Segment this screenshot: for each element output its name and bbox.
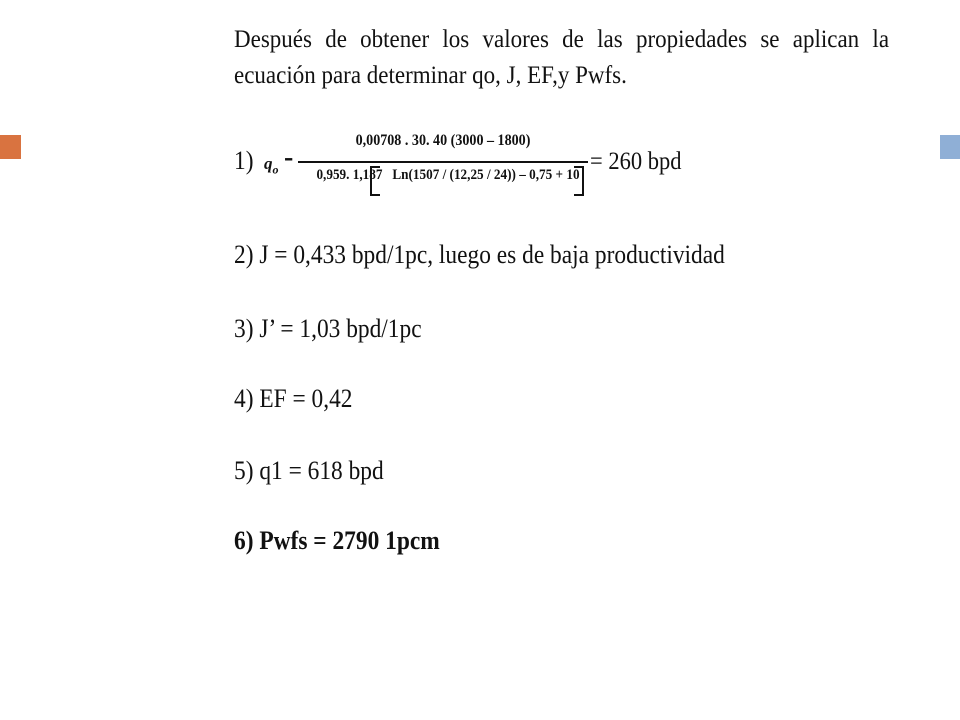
result-line-j-prime: 3) J’ = 1,03 bpd/1pc	[234, 314, 422, 343]
equation-1-dash: -	[284, 142, 294, 173]
result-line-pwfs: 6) Pwfs = 2790 1pcm	[234, 526, 440, 555]
fraction-denominator	[316, 167, 580, 184]
orange-accent-square	[0, 135, 21, 159]
result-line-j: 2) J = 0,433 bpd/1pc, luego es de baja productividad	[234, 240, 725, 269]
blue-accent-square	[940, 135, 960, 159]
intro-paragraph: Después de obtener los valores de las propiedades se aplican la ecuación para determinar qo, J, EF,y Pwfs.	[234, 26, 890, 89]
left-bracket	[370, 166, 380, 196]
equation-1	[234, 130, 894, 210]
right-bracket	[574, 166, 584, 196]
qo-symbol: $q_o$	[264, 154, 279, 177]
denominator-bracket-content: Ln(1507 / (12,25 / 24)) – 0,75 + 10	[392, 167, 580, 183]
slide-content	[234, 22, 890, 555]
denominator-prefix: 0,959. 1,187	[316, 167, 383, 183]
fraction-bar	[298, 161, 588, 163]
equation-1-number: 1)	[234, 146, 254, 175]
qo-subscript: o	[272, 162, 279, 177]
fraction-numerator: 0,00708 . 30. 40 (3000 – 1800)	[355, 132, 531, 149]
result-line-q1: 5) q1 = 618 bpd	[234, 456, 384, 485]
equation-1-result: = 260 bpd	[590, 148, 682, 175]
equation-1-fraction	[298, 130, 588, 200]
result-line-ef: 4) EF = 0,42	[234, 384, 353, 413]
